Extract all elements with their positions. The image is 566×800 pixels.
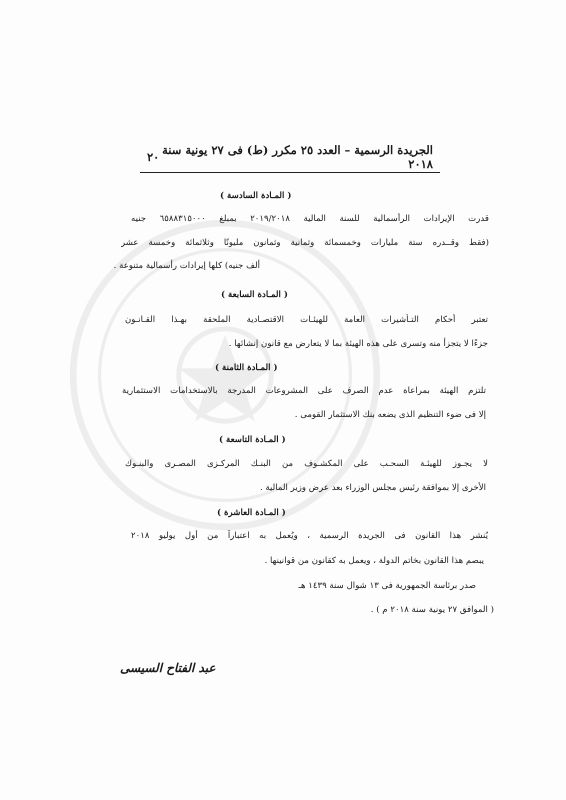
article-line: جزءًا لا يتجزأ منه وتسرى على هذه الهيئة بما لا يتعارض مع قانون إنشائها . (228, 339, 488, 349)
article-line: إلا فى ضوء التنظيم الذى يضعه بنك الاستثمار القومى . (294, 410, 486, 420)
issued-line: صدر برئاسة الجمهورية فى ١٣ شوال سنة ١٤٣٩ هـ (298, 581, 476, 591)
header-divider (140, 172, 440, 173)
signature: عبد الفتاح السيسى (120, 661, 216, 675)
article-line: الأخرى إلا بموافقة رئيس مجلس الوزراء بعد عرض وزير المالية . (259, 483, 486, 493)
article-line: لا يجـوز للهيئـة السحـب على المكشـوف من البنـك المركـزى المصـرى والبنـوك (125, 459, 488, 469)
article-line: تعتبر أحكام التـأشيرات العامة للهيئـات الاقتصـادية الملحقة بهـذا القـانـون (125, 315, 488, 325)
header-title: الجريدة الرسمية – العدد ٢٥ مكرر (ط) فى ٢٧ يونية سنة ٢٠١٨ (162, 143, 433, 171)
article-line: (فقط وقــدره ستة مليارات وخمسمائة وثمانية وثمانون مليونًا وثلاثمائة وخمسة عشر (121, 238, 489, 248)
page-header (147, 143, 433, 171)
article-heading: ( المـادة السادسة ) (220, 191, 292, 201)
article-line: يبصم هذا القانون بخاتم الدولة ، ويعمل به كقانون من قوانينها . (264, 556, 484, 566)
article-line: تلتزم الهيئة بمراعاة عدم الصرف على المشروعات المدرجة بالاستخدامات الاستثمارية (122, 386, 486, 396)
article-heading: ( المـادة السابعة ) (221, 290, 288, 300)
article-heading: ( المـادة الثامنة ) (215, 363, 278, 373)
article-heading: ( المـادة العاشرة ) (217, 508, 286, 518)
article-heading: ( المـادة التاسعة ) (219, 435, 286, 445)
article-line: ألف جنيه) كلها إيرادات رأسمالية متنوعة . (113, 261, 260, 271)
article-line: يُنشر هذا القانون فى الجريدة الرسمية ، ويُعمل به اعتباراً من أول يوليو ٢٠١٨ (131, 531, 488, 541)
page-number: ٢٠ (147, 150, 160, 164)
article-line: قدرت الإيرادات الرأسمالية للسنة المالية ٢٠١٩/٢٠١٨ بمبلغ ٦٥٨٨٣١٥٠٠٠ جنيه (131, 214, 489, 224)
issued-date-line: ( الموافق ٢٧ يونية سنة ٢٠١٨ م ) . (370, 605, 494, 615)
